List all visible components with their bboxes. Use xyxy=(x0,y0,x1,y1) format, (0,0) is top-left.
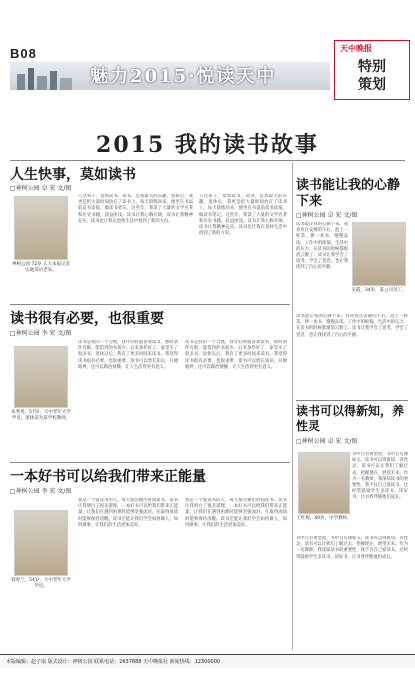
article-title-4: 读书能让我的心静下来 xyxy=(296,178,401,209)
article-body-5: 书中自有黄金屋，书中自有颜如玉。读书可以得新知，养性灵，读书可以让我们了解过去，把握现在，展望未来。作为一名教师，我深知读书的重要性，我不仅自己爱读书，还经常鼓励学生多读书，读好书，让书香伴随他们成长。 xyxy=(352,452,408,501)
section-label xyxy=(352,58,392,94)
article-body-2: 读书是我的一个习惯，我年轻时就喜欢读书，那时条件有限，能借到的书很少。后来条件好了，家里买了很多书，退休以后，我有了更多时间来读书。我觉得读书很有必要，也很重要，读书可以增长知识，开阔眼界，还可以陶冶情操，让人生活得更有意义。 xyxy=(78,340,178,370)
banner-title: 魅力2015·悦读天中 xyxy=(90,66,277,87)
article-title-5: 读书可以得新知，养性灵 xyxy=(296,404,405,433)
article-title-1: 人生快事，莫如读书 xyxy=(10,167,136,183)
author-photo-1 xyxy=(14,196,68,260)
article-title-2: 读书很有必要，也很重要 xyxy=(10,311,164,327)
article-body-4: 读书能让我的心静下来。我喜欢在安静的午后，泡上一杯茶，捧一本书，慢慢品读。工作中的烦恼，生活中的压力，在读书的时候都烟消云散了。读书让我学会了思考，学会了宽容，也让我找到了内心的平静。 xyxy=(296,222,348,271)
page-title: 2015 我的读书故事 xyxy=(96,132,319,158)
column-divider xyxy=(292,162,293,650)
article-body-4b: 读书能让我的心静下来。我喜欢在安静的午后，泡上一杯茶，捧一本书，慢慢品读。工作中的烦恼，生活中的压力，在读书的时候都烟消云散了。读书让我学会了思考，学会了宽容，也让我找到了内心的平静。 xyxy=(296,314,408,338)
page-footer: 本版编辑：赵子珉 版式设计：神树公园 联系电话：2637888 天中晚报社 新闻热线：12300000 xyxy=(0,654,415,668)
article-byline-4: □神树公园 卓 宏 文/图 xyxy=(296,212,358,219)
author-photo-4 xyxy=(352,222,406,286)
divider xyxy=(296,400,408,401)
article-body-1: 人这辈子，莫如读书。读书，是我最大的乐趣。退休后，我更是把大量时间放在了读书上，每天晨练回来，便坐在书桌前读书读报，做读书笔记。这些年，我读了大量的文学名著和历史书籍，获益匪浅。读书让我心胸开阔，读书让我精神充实，读书也让我在退休生活中找到了新的方向。 xyxy=(78,194,193,224)
photo-caption-3: 韩春兰，54岁，天中老年大学学员。 xyxy=(11,578,71,589)
article-byline-2: □神树公园 李 宏 文/图 xyxy=(10,330,72,337)
article-body-1b: 人这辈子，莫如读书。读书，是我最大的乐趣。退休后，我更是把大量时间放在了读书上，每天晨练回来，便坐在书桌前读书读报，做读书笔记。这些年，我读了大量的文学名著和历史书籍，获益匪浅。读书让我心胸开阔，读书让我精神充实，读书也让我在退休生活中找到了新的方向。 xyxy=(199,194,287,237)
photo-caption-2: 朱秀英，57岁，天中老年大学学员，退休前为某学校教师。 xyxy=(11,410,71,421)
photo-caption-4: 吴霞，34岁，某公司员工。 xyxy=(351,288,407,293)
article-byline-1: □神树公园 卓 宏 文/图 xyxy=(10,185,72,192)
author-photo-3 xyxy=(14,510,68,576)
article-byline-5: □神树公园 卓 宏 文/图 xyxy=(296,438,358,445)
divider xyxy=(10,160,405,161)
divider xyxy=(10,462,290,463)
divider xyxy=(10,304,290,305)
article-byline-3: □神树公园 李 宏 文/图 xyxy=(10,488,72,495)
author-photo-2 xyxy=(14,346,68,408)
article-body-3: 我是一个爱读书的人，每天都会抽出时间读书。读书让我明白了很多道理，一本好书可以给我们带来正能量，让我们在遇到困难时能够坚强面对，在取得成绩时能够保持清醒。读书还能让我们学会如何做人，如何做事，让我们的生活更加美好。 xyxy=(78,498,178,528)
section-label-line2: 策划 xyxy=(358,77,386,93)
photo-caption-5: 王红梅，40岁，中学教师。 xyxy=(296,516,352,521)
brand-name: 天中晚报 xyxy=(340,44,372,53)
author-photo-5 xyxy=(298,452,350,514)
article-body-2b: 读书是我的一个习惯，我年轻时就喜欢读书，那时条件有限，能借到的书很少。后来条件好了，家里买了很多书，退休以后，我有了更多时间来读书。我觉得读书很有必要，也很重要，读书可以增长知识，开阔眼界，还可以陶冶情操，让人生活得更有意义。 xyxy=(185,340,287,370)
page-number: B08 xyxy=(10,46,37,61)
photo-caption-1: 神树公园 72岁 人大本报记者实地采访老朱。 xyxy=(11,262,71,273)
article-body-3b: 我是一个爱读书的人，每天都会抽出时间读书。读书让我明白了很多道理，一本好书可以给我们带来正能量，让我们在遇到困难时能够坚强面对，在取得成绩时能够保持清醒。读书还能让我们学会如何做人，如何做事，让我们的生活更加美好。 xyxy=(185,498,287,528)
article-body-5b: 书中自有黄金屋，书中自有颜如玉。读书可以得新知，养性灵，读书可以让我们了解过去，把握现在，展望未来。作为一名教师，我深知读书的重要性，我不仅自己爱读书，还经常鼓励学生多读书，读好书，让书香伴随他们成长。 xyxy=(296,536,408,560)
section-label-line1: 特别 xyxy=(358,59,386,75)
article-title-3: 一本好书可以给我们带来正能量 xyxy=(10,469,206,485)
